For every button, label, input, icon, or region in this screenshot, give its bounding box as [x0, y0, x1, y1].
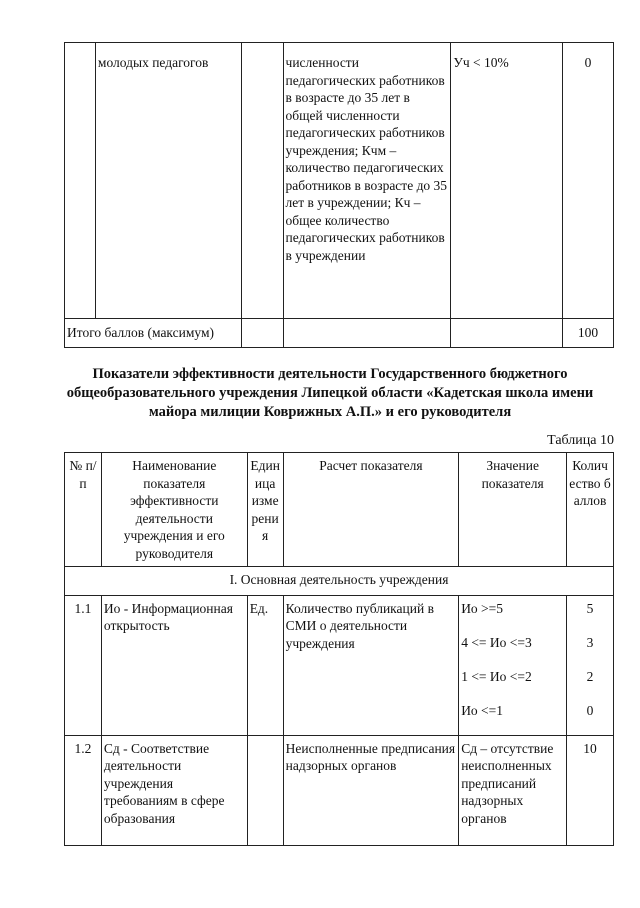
value-line: Ио <=1	[461, 702, 504, 718]
cell-calc: Количество публикаций в СМИ о деятельности учреждения	[283, 595, 459, 735]
cell-value	[459, 595, 567, 735]
cell-num: 1.1	[65, 595, 102, 735]
cell-empty	[283, 319, 451, 348]
cell-points: 10	[567, 735, 614, 845]
cell-calc: численности педагогических работников в возрасте до 35 лет в общей численности педагогических работников учреждения; Кчм – количество педагогических работников в возрасте до 35 лет в учреждении; Кч – общее количество педагогических работников в учреждении	[283, 43, 451, 319]
cell-num: 1.2	[65, 735, 102, 845]
cell-value: Сд – отсутствие неисполненных предписаний надзорных органов	[459, 735, 567, 845]
points-line: 3	[586, 634, 594, 650]
indicators-table	[64, 452, 614, 846]
header-calc: Расчет показателя	[283, 453, 459, 567]
cell-value: Уч < 10%	[451, 43, 563, 319]
cell-name: Сд - Соответствие деятельности учреждения требованиям в сфере образования	[101, 735, 247, 845]
points-line: 2	[586, 668, 594, 684]
table-row	[65, 595, 614, 735]
value-line: 1 <= Ио <=2	[461, 668, 532, 684]
total-label: Итого баллов (максимум)	[65, 319, 242, 348]
cell-unit: Ед.	[247, 595, 283, 735]
cell-name: молодых педагогов	[95, 43, 241, 319]
document-heading: Показатели эффективности деятельности Государственного бюджетного общеобразовательного учреждения Липецкой области «Кадетская школа имени майора милиции Коврижных А.П.» и его руководителя	[66, 366, 594, 420]
points-line: 5	[586, 600, 594, 616]
cell-unit	[247, 735, 283, 845]
value-line: Ио >=5	[461, 600, 504, 616]
section-row	[65, 567, 614, 596]
cell-calc: Неисполненные предписания надзорных органов	[283, 735, 459, 845]
table-row	[65, 43, 614, 319]
header-num: № п/п	[65, 453, 102, 567]
cell-empty	[451, 319, 563, 348]
cell-num	[65, 43, 96, 319]
cell-points: 0	[563, 43, 614, 319]
value-line: 4 <= Ио <=3	[461, 634, 532, 650]
header-value: Значение показателя	[459, 453, 567, 567]
table-row	[65, 735, 614, 845]
header-name: Наименование показателя эффективности деятельности учреждения и его руководителя	[101, 453, 247, 567]
total-row	[65, 319, 614, 348]
header-unit: Единица измерения	[247, 453, 283, 567]
cell-empty	[241, 319, 283, 348]
header-row	[65, 453, 614, 567]
cell-unit	[241, 43, 283, 319]
cell-name: Ио - Информационная открытость	[101, 595, 247, 735]
section-title: I. Основная деятельность учреждения	[65, 567, 614, 596]
cell-points	[567, 595, 614, 735]
table-caption: Таблица 10	[547, 433, 614, 448]
header-points: Количество баллов	[567, 453, 614, 567]
points-line: 0	[586, 702, 594, 718]
total-points: 100	[563, 319, 614, 348]
continued-table	[64, 42, 614, 348]
